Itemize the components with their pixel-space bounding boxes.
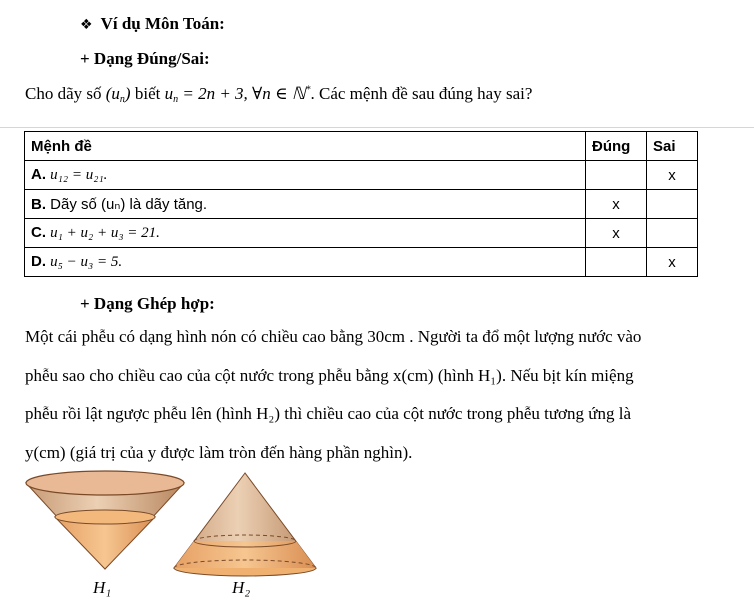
statement-cell: A. u₁₂ = u₂₁.	[25, 161, 586, 190]
figure-label-h2: H₂	[232, 578, 251, 597]
paragraph-line: Một cái phễu có dạng hình nón có chiều cao bằng 30cm . Người ta đổ một lượng nước vào	[25, 327, 642, 346]
problem-paragraph	[25, 318, 725, 472]
matching-heading: + Dạng Ghép hợp:	[80, 294, 215, 313]
table-header-row	[25, 132, 698, 161]
statement-cell: C. u₁ + u₂ + u₃ = 21.	[25, 219, 586, 248]
false-mark: x	[647, 248, 698, 277]
problem-intro: Cho dãy số $(u_n)$ biết $u_n = 2n + 3$, ∀n ∈ ℕ*. Các mệnh đề sau đúng hay sai?	[25, 84, 533, 105]
figure-label-h1: H₁	[93, 578, 112, 597]
true-mark: x	[586, 219, 647, 248]
sequence-notation: $(u_n)$	[105, 84, 131, 105]
table-row	[25, 248, 698, 277]
true-mark	[586, 248, 647, 277]
section-divider	[0, 127, 754, 128]
sequence-formula: $u_n = 2n + 3$, ∀n ∈ ℕ*	[164, 84, 311, 105]
table-row	[25, 190, 698, 219]
funnel-h2-figure	[174, 473, 316, 597]
example-heading: ❖ Ví dụ Môn Toán:	[80, 14, 225, 33]
paragraph-line: phễu sao cho chiều cao của cột nước trong phễu bằng x(cm) (hình H₁). Nếu bịt kín miệng	[25, 365, 634, 385]
paragraph-line: y(cm) (giá trị của y được làm tròn đến hàng phần nghìn).	[25, 442, 413, 462]
funnel-h1-figure	[26, 471, 184, 597]
diamond-bullet-icon: ❖	[80, 17, 93, 33]
false-mark: x	[647, 161, 698, 190]
header-statement: Mệnh đề	[25, 132, 586, 161]
statement-cell: B. Dãy số (uₙ) là dãy tăng.	[25, 190, 586, 219]
statement-cell: D. u₅ − u₃ = 5.	[25, 248, 586, 277]
true-false-table	[24, 131, 698, 277]
table-row	[25, 161, 698, 190]
header-true: Đúng	[586, 132, 647, 161]
table-row	[25, 219, 698, 248]
false-mark	[647, 190, 698, 219]
header-false: Sai	[647, 132, 698, 161]
paragraph-line: phễu rồi lật ngược phễu lên (hình H₂) thì chiều cao của cột nước trong phễu tương ứng là	[25, 404, 632, 423]
false-mark	[647, 219, 698, 248]
true-mark: x	[586, 190, 647, 219]
true-mark	[586, 161, 647, 190]
cone-figures	[20, 465, 350, 605]
true-false-heading: + Dạng Đúng/Sai:	[80, 49, 210, 68]
